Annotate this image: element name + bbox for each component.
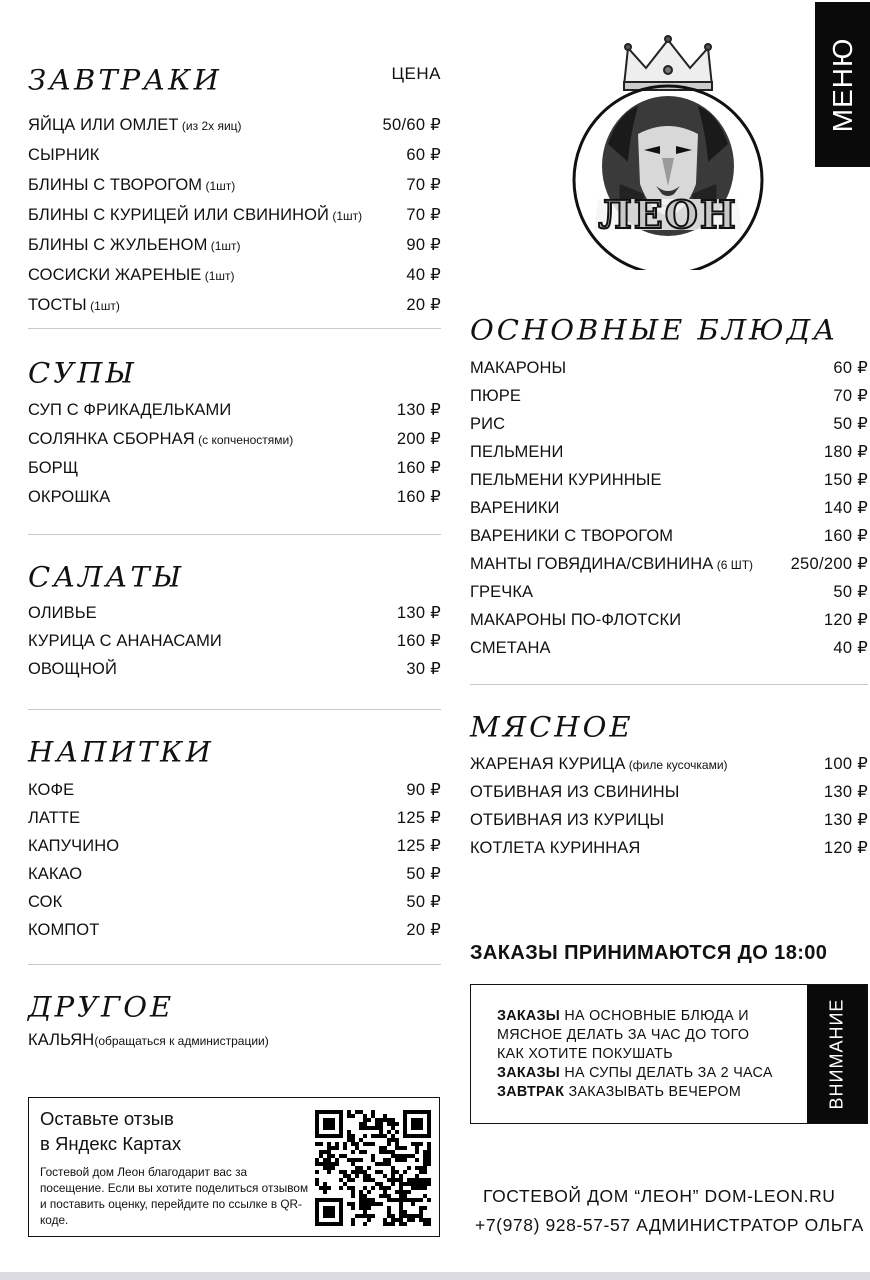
- menu-item-label: [28, 893, 62, 912]
- attention-line: ЗАКАЗЫВАТЬ ВЕЧЕРОМ: [564, 1084, 742, 1100]
- menu-item-price: 200 ₽: [396, 430, 441, 448]
- menu-item-name: ЯЙЦА ИЛИ ОМЛЕТ: [28, 116, 179, 134]
- menu-item-name: БЛИНЫ С ЖУЛЬЕНОМ: [28, 236, 208, 254]
- menu-item-name: ВАРЕНИКИ: [470, 499, 560, 517]
- menu-item-price: 160 ₽: [396, 488, 441, 506]
- menu-item-price: 20 ₽: [406, 921, 441, 939]
- attention-tab: [807, 985, 867, 1123]
- menu-item: [28, 175, 441, 195]
- orders-deadline-title: ЗАКАЗЫ ПРИНИМАЮТСЯ ДО 18:00: [470, 942, 828, 964]
- menu-item-name: МАНТЫ ГОВЯДИНА/СВИНИНА: [470, 555, 714, 573]
- menu-item-name: ОКРОШКА: [28, 488, 111, 506]
- menu-item: [28, 780, 441, 800]
- menu-item-price: 125 ₽: [396, 809, 441, 827]
- menu-item-name: СЫРНИК: [28, 146, 100, 164]
- menu-item-name: КАКАО: [28, 865, 83, 883]
- menu-item-name: ОЛИВЬЕ: [28, 604, 97, 622]
- menu-item-label: [28, 146, 100, 165]
- menu-item-price: 50/60 ₽: [382, 116, 441, 134]
- menu-item: [470, 526, 868, 546]
- menu-item: [470, 554, 868, 574]
- menu-item-name: ОВОЩНОЙ: [28, 660, 117, 678]
- menu-item: [28, 487, 441, 507]
- menu-item-price: 130 ₽: [823, 783, 868, 801]
- menu-item-name: КАЛЬЯН: [28, 1031, 95, 1049]
- menu-item-note: (филе кусочками): [625, 758, 728, 772]
- menu-item-price: 120 ₽: [823, 611, 868, 629]
- menu-item-note: (1шт): [329, 209, 363, 223]
- menu-item-label: [28, 865, 82, 884]
- menu-item-name: ЛАТТЕ: [28, 809, 81, 827]
- menu-item: [470, 414, 868, 434]
- menu-item-name: КАПУЧИНО: [28, 837, 120, 855]
- menu-item-name: ВАРЕНИКИ С ТВОРОГОМ: [470, 527, 674, 545]
- menu-item-price: 90 ₽: [406, 236, 441, 254]
- attention-line: МЯСНОЕ ДЕЛАТЬ ЗА ЧАС ДО ТОГО: [497, 1027, 750, 1043]
- menu-item: [470, 386, 868, 406]
- menu-item-price: 70 ₽: [406, 206, 441, 224]
- menu-item-name: СУП С ФРИКАДЕЛЬКАМИ: [28, 401, 232, 419]
- menu-item-label: [28, 604, 97, 623]
- menu-item: [470, 638, 868, 658]
- section-title-meat: МЯСНОЕ: [470, 710, 634, 744]
- menu-item-name: СОК: [28, 893, 63, 911]
- attention-box: [470, 984, 868, 1124]
- menu-item-note: (из 2х яиц): [178, 119, 242, 133]
- review-box: [28, 1097, 440, 1237]
- meat-list: [470, 749, 868, 869]
- menu-item-price: 20 ₽: [406, 296, 441, 314]
- menu-item: [470, 498, 868, 518]
- menu-item-name: ПЮРЕ: [470, 387, 521, 405]
- attention-line: КАК ХОТИТЕ ПОКУШАТЬ: [497, 1046, 673, 1062]
- menu-item: [28, 892, 441, 912]
- attention-bold: ЗАКАЗЫ: [497, 1008, 561, 1024]
- menu-item-label: [28, 837, 119, 856]
- menu-item-name: МАКАРОНЫ ПО-ФЛОТСКИ: [470, 611, 682, 629]
- menu-item-note: (1шт): [86, 299, 120, 313]
- menu-item-label: [28, 1031, 269, 1050]
- menu-item: [28, 603, 441, 623]
- menu-item-label: [28, 459, 78, 478]
- menu-item-note: (1шт): [201, 269, 235, 283]
- right-column: [470, 308, 868, 869]
- menu-item-price: 50 ₽: [833, 583, 868, 601]
- menu-item-label: [470, 811, 664, 830]
- menu-item-label: [28, 266, 235, 285]
- menu-item-price: 150 ₽: [823, 471, 868, 489]
- menu-item-price: 40 ₽: [833, 639, 868, 657]
- menu-item-label: [28, 401, 231, 420]
- main-dishes-list: [470, 352, 868, 684]
- menu-item: [28, 808, 441, 828]
- menu-item-note: (1шт): [207, 239, 241, 253]
- qr-code-icon[interactable]: [315, 1110, 431, 1226]
- menu-item-price: 160 ₽: [396, 459, 441, 477]
- menu-item-name: ЖАРЕНАЯ КУРИЦА: [470, 755, 626, 773]
- section-title-main: ОСНОВНЫЕ БЛЮДА: [470, 313, 839, 347]
- bottom-bar: [0, 1272, 870, 1280]
- menu-item-name: КУРИЦА С АНАНАСАМИ: [28, 632, 222, 650]
- menu-item: [28, 145, 441, 165]
- menu-item: [470, 442, 868, 462]
- menu-item: [470, 782, 868, 802]
- menu-item-label: [470, 471, 662, 490]
- menu-item-note: (6 ШТ): [713, 558, 754, 572]
- menu-item-price: 70 ₽: [406, 176, 441, 194]
- menu-item: [28, 659, 441, 679]
- footer-site: ГОСТЕВОЙ ДОМ “ЛЕОН” DOM-LEON.RU: [483, 1186, 836, 1206]
- menu-item-price: 90 ₽: [406, 781, 441, 799]
- menu-item-price: 50 ₽: [406, 893, 441, 911]
- breakfast-list: [28, 102, 441, 328]
- breakfast-header: [28, 58, 441, 102]
- menu-item-label: [470, 527, 673, 546]
- soups-list: [28, 395, 441, 534]
- menu-item-label: [470, 499, 560, 518]
- menu-item-label: [28, 116, 242, 135]
- menu-item: [470, 610, 868, 630]
- attention-line: НА СУПЫ ДЕЛАТЬ ЗА 2 ЧАСА: [560, 1065, 773, 1081]
- menu-item-name: РИС: [470, 415, 506, 433]
- review-description: Гостевой дом Леон благодарит вас за посещение. Если вы хотите поделиться отзывом и поставить оценку, перейдите по ссылке в QR-коде.: [40, 1165, 309, 1227]
- menu-item-note: (обращаться к администрации): [94, 1034, 269, 1048]
- menu-item: [28, 1031, 441, 1050]
- leon-lion-logo: [568, 34, 768, 270]
- section-title-salads: САЛАТЫ: [28, 560, 185, 594]
- logo-text: ЛЕОН: [598, 192, 738, 237]
- menu-item: [28, 265, 441, 285]
- menu-item-name: ТОСТЫ: [28, 296, 87, 314]
- menu-item-note: (1шт): [202, 179, 236, 193]
- menu-item-label: [28, 660, 117, 679]
- menu-item-label: [28, 781, 74, 800]
- section-title-drinks: НАПИТКИ: [28, 735, 214, 769]
- attention-bold: ЗАКАЗЫ: [497, 1065, 561, 1081]
- menu-tab: [815, 2, 870, 167]
- menu-item: [28, 920, 441, 940]
- menu-item-note: (с копченостями): [194, 433, 294, 447]
- footer-contact: +7(978) 928-57-57 АДМИНИСТРАТОР ОЛЬГА: [475, 1215, 864, 1235]
- menu-item-label: [470, 783, 679, 802]
- menu-item-name: ПЕЛЬМЕНИ КУРИННЫЕ: [470, 471, 662, 489]
- menu-item-label: [28, 430, 293, 449]
- menu-item-label: [28, 809, 80, 828]
- menu-item-price: 50 ₽: [406, 865, 441, 883]
- menu-item-price: 130 ₽: [396, 604, 441, 622]
- menu-item: [470, 754, 868, 774]
- menu-item-price: 130 ₽: [396, 401, 441, 419]
- menu-item-name: БЛИНЫ С ТВОРОГОМ: [28, 176, 203, 194]
- menu-item-label: [28, 236, 241, 255]
- menu-item-label: [28, 296, 120, 315]
- menu-item: [470, 358, 868, 378]
- menu-item-price: 160 ₽: [396, 632, 441, 650]
- menu-item: [470, 470, 868, 490]
- menu-item: [28, 864, 441, 884]
- menu-item-label: [470, 583, 533, 602]
- attention-text: [497, 1007, 773, 1102]
- menu-item: [28, 836, 441, 856]
- menu-item-label: [470, 839, 640, 858]
- menu-item: [470, 582, 868, 602]
- menu-item: [28, 400, 441, 420]
- menu-item-name: КОМПОТ: [28, 921, 100, 939]
- menu-item-name: МАКАРОНЫ: [470, 359, 567, 377]
- menu-item-label: [470, 555, 753, 574]
- menu-item-price: 100 ₽: [823, 755, 868, 773]
- section-title-other: ДРУГОЕ: [28, 990, 175, 1024]
- menu-item-label: [28, 632, 222, 651]
- menu-item-price: 130 ₽: [823, 811, 868, 829]
- menu-item-label: [28, 488, 110, 507]
- menu-item: [28, 115, 441, 135]
- menu-item: [470, 810, 868, 830]
- price-column-header: ЦЕНА: [391, 64, 441, 83]
- attention-bold: ЗАВТРАК: [497, 1084, 565, 1100]
- menu-item-name: ОТБИВНАЯ ИЗ СВИНИНЫ: [470, 783, 680, 801]
- menu-item-price: 60 ₽: [406, 146, 441, 164]
- menu-item-name: КОТЛЕТА КУРИННАЯ: [470, 839, 641, 857]
- menu-item-price: 180 ₽: [823, 443, 868, 461]
- menu-item-label: [470, 415, 505, 434]
- salads-list: [28, 599, 441, 709]
- menu-item: [28, 235, 441, 255]
- review-title: [40, 1106, 181, 1156]
- menu-item-label: [470, 639, 551, 658]
- menu-item-price: 50 ₽: [833, 415, 868, 433]
- menu-item-name: СОСИСКИ ЖАРЕНЫЕ: [28, 266, 202, 284]
- menu-item-name: ПЕЛЬМЕНИ: [470, 443, 564, 461]
- menu-item: [28, 205, 441, 225]
- menu-item-label: [470, 755, 728, 774]
- menu-item-name: БОРЩ: [28, 459, 79, 477]
- menu-tab-label: МЕНЮ: [826, 37, 858, 132]
- review-title-line: Оставьте отзыв: [40, 1108, 174, 1129]
- section-title-soups: СУПЫ: [28, 356, 137, 390]
- menu-item-price: 160 ₽: [823, 527, 868, 545]
- menu-item-label: [470, 387, 521, 406]
- menu-item-price: 140 ₽: [823, 499, 868, 517]
- drinks-list: [28, 774, 441, 964]
- menu-item: [28, 295, 441, 315]
- attention-line: НА ОСНОВНЫЕ БЛЮДА И: [560, 1008, 749, 1024]
- menu-item-label: [470, 359, 566, 378]
- menu-item-price: 125 ₽: [396, 837, 441, 855]
- menu-item-name: КОФЕ: [28, 781, 75, 799]
- crown-icon: [624, 36, 712, 90]
- menu-item-price: 70 ₽: [833, 387, 868, 405]
- menu-item-name: СОЛЯНКА СБОРНАЯ: [28, 430, 195, 448]
- menu-item-price: 250/200 ₽: [790, 555, 868, 573]
- attention-tab-label: ВНИМАНИЕ: [826, 998, 847, 1110]
- left-column: [28, 58, 441, 1059]
- menu-item: [470, 838, 868, 858]
- menu-item-price: 120 ₽: [823, 839, 868, 857]
- menu-item: [28, 429, 441, 449]
- menu-item-name: СМЕТАНА: [470, 639, 551, 657]
- menu-item-price: 40 ₽: [406, 266, 441, 284]
- menu-item-name: БЛИНЫ С КУРИЦЕЙ ИЛИ СВИНИНОЙ: [28, 206, 330, 224]
- menu-item-label: [28, 176, 235, 195]
- menu-item-name: ОТБИВНАЯ ИЗ КУРИЦЫ: [470, 811, 665, 829]
- menu-item-name: ГРЕЧКА: [470, 583, 534, 601]
- menu-item-label: [28, 206, 362, 225]
- menu-item: [28, 458, 441, 478]
- menu-item-label: [470, 611, 681, 630]
- menu-item-label: [470, 443, 563, 462]
- menu-item-price: 60 ₽: [833, 359, 868, 377]
- review-title-line: в Яндекс Картах: [40, 1133, 182, 1154]
- section-title-breakfast: ЗАВТРАКИ: [28, 63, 222, 97]
- menu-item-price: 30 ₽: [406, 660, 441, 678]
- other-list: [28, 1029, 441, 1059]
- menu-item: [28, 631, 441, 651]
- menu-item-label: [28, 921, 99, 940]
